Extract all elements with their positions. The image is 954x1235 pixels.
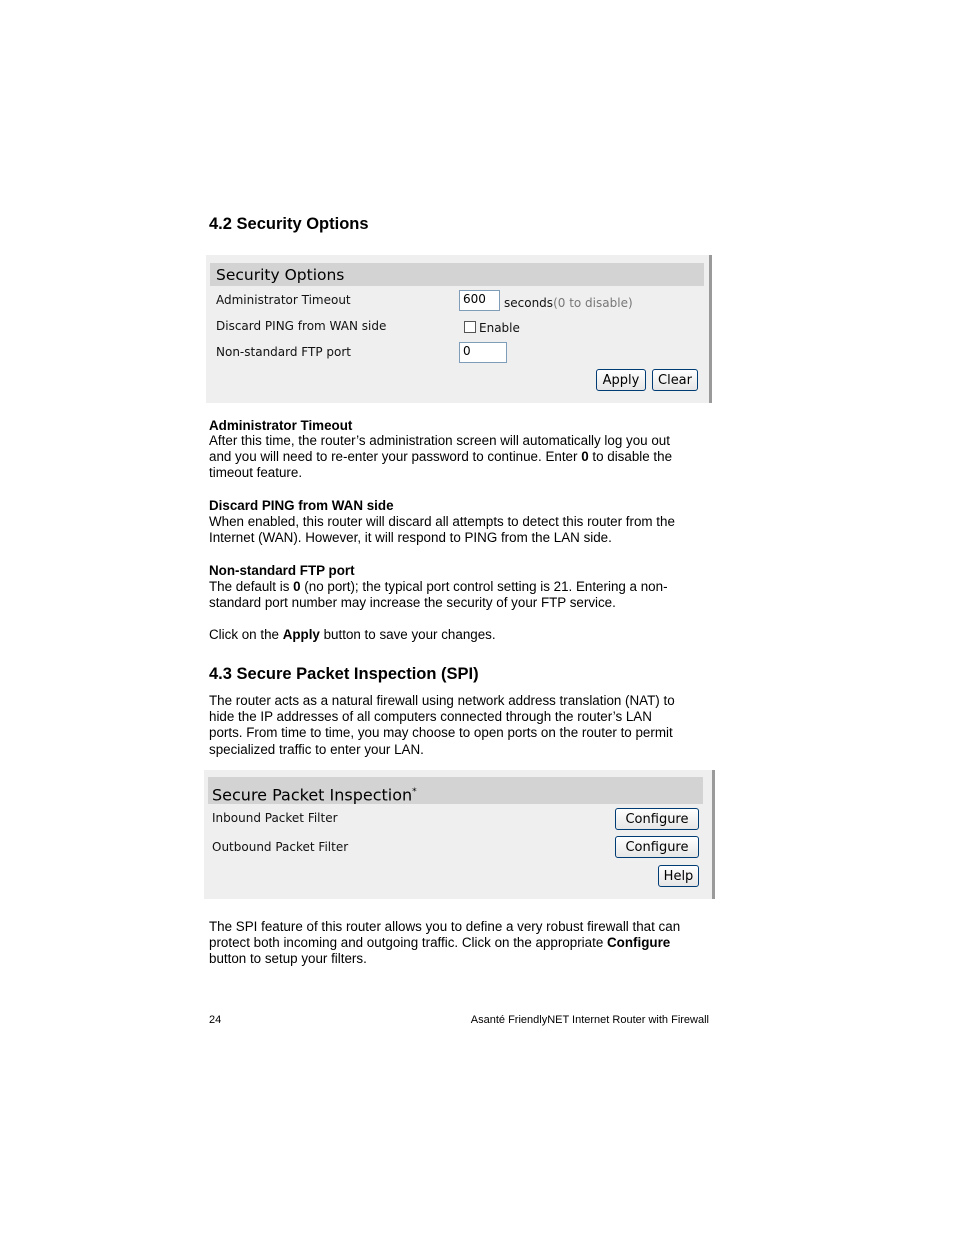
discard-ping-text: When enabled, this router will discard all attempts to detect this router from the Internet (WAN). However, it will respond to PING from the LAN side. (209, 514, 675, 546)
enable-checkbox-label: Enable (479, 321, 520, 335)
discard-ping-label: Discard PING from WAN side (216, 319, 387, 333)
ftp-port-text: The default is 0 (no port); the typical port control setting is 21. Entering a non- standard port number may increase the security of your FTP service. (209, 579, 668, 611)
apply-note: Click on the Apply button to save your changes. (209, 627, 496, 642)
apply-button[interactable]: Apply (596, 369, 646, 391)
outbound-configure-button[interactable]: Configure (615, 836, 699, 858)
outbound-filter-label: Outbound Packet Filter (212, 840, 349, 854)
inbound-filter-label: Inbound Packet Filter (212, 811, 338, 825)
inbound-configure-button[interactable]: Configure (615, 808, 699, 830)
admin-timeout-unit (504, 296, 633, 310)
spi-title: Secure Packet Inspection* (208, 777, 703, 804)
page-number: 24 (209, 1014, 222, 1026)
security-options-title: Security Options (210, 263, 704, 286)
admin-timeout-title: Administrator Timeout (209, 418, 353, 433)
footer-product: Asanté FriendlyNET Internet Router with Firewall (470, 1014, 709, 1026)
admin-timeout-input[interactable]: 600 (459, 290, 500, 311)
section-heading-4-3: 4.3 Secure Packet Inspection (SPI) (209, 665, 479, 683)
spi-title-mark: * (412, 787, 417, 797)
spi-panel (204, 770, 715, 899)
timeout-note: (0 to disable) (553, 296, 633, 310)
seconds-label: seconds (504, 296, 554, 310)
ftp-port-input[interactable]: 0 (459, 342, 507, 363)
ftp-port-title: Non-standard FTP port (209, 563, 355, 578)
ftp-port-label: Non-standard FTP port (216, 345, 351, 359)
section-heading-4-2: 4.2 Security Options (209, 215, 369, 233)
spi-intro-text: The router acts as a natural firewall using network address translation (NAT) to hide the IP addresses of all computers connected through the router’s LAN ports. From time to time, you may choose to open ports on the router to permit specialized traffic to enter your LAN. (209, 693, 675, 757)
help-button[interactable]: Help (658, 865, 699, 887)
admin-timeout-label: Administrator Timeout (216, 293, 351, 307)
admin-timeout-text: After this time, the router’s administration screen will automatically log you out and you will need to re-enter your password to continue. Enter 0 to disable the timeout feature. (209, 433, 673, 481)
discard-ping-title: Discard PING from WAN side (209, 498, 394, 513)
spi-outro-text: The SPI feature of this router allows you to define a very robust firewall that can protect both incoming and outgoing traffic. Click on the appropriate Configure button to setup your filters. (209, 919, 681, 967)
enable-checkbox[interactable] (464, 321, 476, 333)
security-options-panel (206, 255, 712, 403)
clear-button[interactable]: Clear (652, 369, 698, 391)
